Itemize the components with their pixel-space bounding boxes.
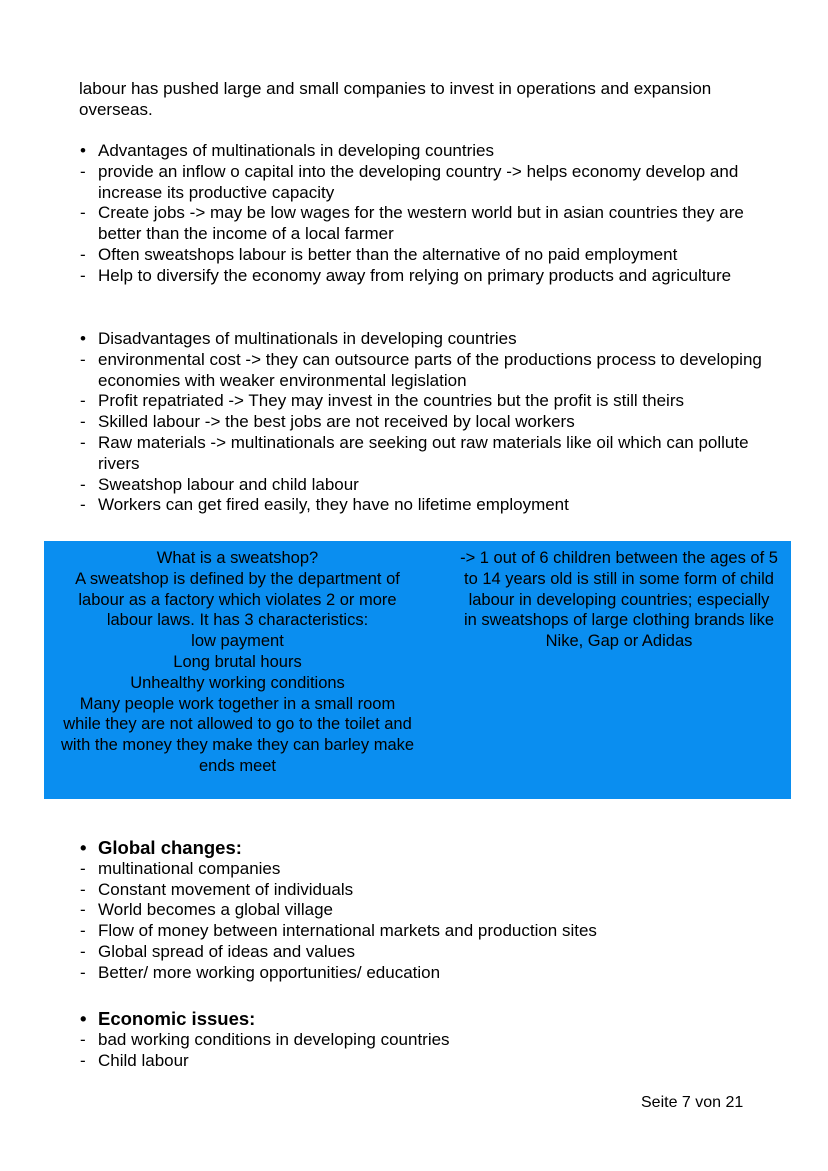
list-item-text: Constant movement of individuals xyxy=(98,879,354,899)
list-item-text: Better/ more working opportunities/ education xyxy=(98,962,441,982)
bullet-marker: • xyxy=(80,141,86,160)
list-item xyxy=(79,1051,779,1072)
global-changes-heading-item xyxy=(79,838,779,859)
list-item xyxy=(79,433,779,475)
economic-issues-heading: Economic issues: xyxy=(98,1008,256,1029)
list-item xyxy=(79,900,779,921)
box-line: labour laws. It has 3 characteristics: xyxy=(106,611,369,630)
advantages-section xyxy=(79,141,779,287)
box-line: Nike, Gap or Adidas xyxy=(545,632,693,651)
dash-marker: - xyxy=(80,941,86,961)
list-item xyxy=(79,391,779,412)
dash-marker: - xyxy=(80,432,86,452)
child-labour-fact xyxy=(446,548,792,652)
dash-marker: - xyxy=(80,161,86,181)
list-item xyxy=(79,1030,779,1051)
list-item-text: bad working conditions in developing countries xyxy=(98,1029,450,1049)
sweatshop-definition xyxy=(50,548,425,777)
list-item-text: Often sweatshops labour is better than the alternative of no paid employment xyxy=(98,244,678,264)
list-item-text: Raw materials -> multinationals are seeking out raw materials like oil which can pollute rivers xyxy=(98,432,749,473)
bullet-marker: • xyxy=(80,329,86,348)
list-item-text: Sweatshop labour and child labour xyxy=(98,474,359,494)
box-line: What is a sweatshop? xyxy=(156,549,319,567)
list-item-text: Create jobs -> may be low wages for the western world but in asian countries they are better than the income of a local farmer xyxy=(98,203,744,244)
page-number: Seite 7 von 21 xyxy=(641,1094,744,1111)
dash-marker: - xyxy=(80,1029,86,1049)
list-item xyxy=(79,412,779,433)
list-item-text: Profit repatriated -> They may invest in the countries but the profit is still theirs xyxy=(98,391,684,411)
dash-marker: - xyxy=(80,879,86,899)
disadvantages-section xyxy=(79,329,779,516)
list-item-text: World becomes a global village xyxy=(98,900,333,920)
dash-marker: - xyxy=(80,349,86,369)
list-item-text: Global spread of ideas and values xyxy=(98,941,356,961)
list-item-text: Help to diversify the economy away from relying on primary products and agriculture xyxy=(98,265,732,285)
advantages-heading: Advantages of multinationals in developing countries xyxy=(98,141,494,160)
list-item xyxy=(79,880,779,901)
list-item-text: provide an inflow o capital into the developing country -> helps economy develop and increase its productive capacity xyxy=(98,161,739,202)
economic-issues-heading-item xyxy=(79,1009,779,1030)
economic-issues-section xyxy=(79,1009,779,1071)
list-item xyxy=(79,942,779,963)
list-item xyxy=(79,963,779,984)
box-line: with the money they make they can barley make xyxy=(60,736,415,755)
dash-marker: - xyxy=(80,412,86,432)
dash-marker: - xyxy=(80,391,86,411)
box-line: Unhealthy working conditions xyxy=(130,673,345,692)
list-item-text: Skilled labour -> the best jobs are not received by local workers xyxy=(98,412,575,432)
box-line: while they are not allowed to go to the toilet and xyxy=(63,715,412,734)
dash-marker: - xyxy=(80,1050,86,1070)
list-item xyxy=(79,475,779,496)
box-line: low payment xyxy=(191,632,284,651)
box-line: in sweatshops of large clothing brands like xyxy=(463,611,774,630)
dash-marker: - xyxy=(80,495,86,515)
global-changes-section xyxy=(79,838,779,984)
box-line: -> 1 out of 6 children between the ages of 5 xyxy=(460,549,778,567)
list-item xyxy=(79,921,779,942)
list-item xyxy=(79,203,779,245)
sweatshop-info-box xyxy=(44,541,791,799)
dash-marker: - xyxy=(80,203,86,223)
list-item xyxy=(79,162,779,204)
box-line: to 14 years old is still in some form of child xyxy=(464,569,774,588)
dash-marker: - xyxy=(80,244,86,264)
list-item-text: Flow of money between international markets and production sites xyxy=(98,921,597,941)
dash-marker: - xyxy=(80,900,86,920)
intro-paragraph: labour has pushed large and small companies to invest in operations and expansion overseas. xyxy=(79,79,712,119)
dash-marker: - xyxy=(80,921,86,941)
list-item-text: Child labour xyxy=(98,1050,189,1070)
box-line: Long brutal hours xyxy=(173,652,302,671)
list-item xyxy=(79,266,738,287)
dash-marker: - xyxy=(80,265,86,285)
disadvantages-heading: Disadvantages of multinationals in developing countries xyxy=(98,329,517,348)
global-changes-heading: Global changes: xyxy=(98,837,242,858)
list-item xyxy=(79,350,779,392)
list-item-text: Workers can get fired easily, they have no lifetime employment xyxy=(98,495,569,515)
box-line: A sweatshop is defined by the department of xyxy=(75,569,400,588)
dash-marker: - xyxy=(80,858,86,878)
dash-marker: - xyxy=(80,474,86,494)
box-line: labour as a factory which violates 2 or more xyxy=(78,590,397,609)
dash-marker: - xyxy=(80,962,86,982)
bullet-marker: • xyxy=(80,837,87,858)
list-item-text: environmental cost -> they can outsource parts of the productions process to developing economies with weaker environmental legislation xyxy=(98,349,762,390)
list-item xyxy=(79,495,779,516)
list-item-text: multinational companies xyxy=(98,858,281,878)
box-line: ends meet xyxy=(198,756,277,775)
advantages-heading-item xyxy=(79,141,779,162)
list-item xyxy=(79,859,779,880)
list-item xyxy=(79,245,779,266)
box-line: Many people work together in a small room xyxy=(79,694,396,713)
box-line: labour in developing countries; especially xyxy=(468,590,770,609)
bullet-marker: • xyxy=(80,1008,87,1029)
disadvantages-heading-item xyxy=(79,329,779,350)
